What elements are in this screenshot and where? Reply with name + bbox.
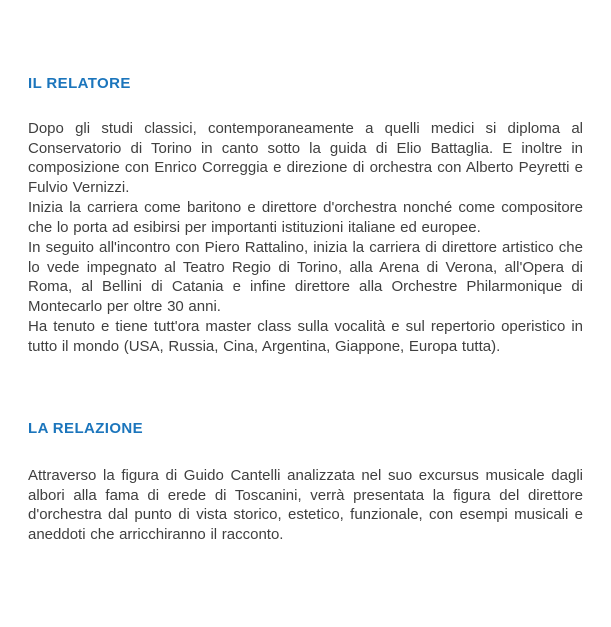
paragraph-bio-career-start: Inizia la carriera come baritono e direttore d'orchestra nonché come compositore che lo porta ad esibirsi per importanti istituzioni italiane ed europee. — [28, 199, 583, 236]
section-body-il-relatore — [28, 119, 583, 356]
paragraph-bio-masterclass: Ha tenuto e tiene tutt'ora master class sulla vocalità e sul repertorio operistico in tutto il mondo (USA, Russia, Cina, Argentina, Giappone, Europa tutta). — [28, 318, 583, 355]
section-heading-la-relazione: LA RELAZIONE — [28, 420, 144, 437]
paragraph-bio-artistic-director: In seguito all'incontro con Piero Rattalino, inizia la carriera di direttore artistico che lo vede impegnato al Teatro Regio di Torino, alla Arena di Verona, all'Opera di Roma, al Bellini di Catania e infine direttore alla Orchestre Philarmonique di Montecarlo per oltre 30 anni. — [28, 239, 583, 315]
paragraph-relazione-abstract: Attraverso la figura di Guido Cantelli analizzata nel suo excursus musicale dagli albori alla fama di erede di Toscanini, verrà presentata la figura del direttore d'orchestra dal punto di vista storico, estetico, funzionale, con esempi musicali e aneddoti che arricchiranno il racconto. — [28, 467, 583, 543]
section-la-relazione — [28, 420, 583, 544]
section-heading-il-relatore: IL RELATORE — [28, 75, 131, 92]
paragraph-bio-studies: Dopo gli studi classici, contemporaneamente a quelli medici si diploma al Conservatorio di Torino in canto sotto la guida di Elio Battaglia. E inoltre in composizione con Enrico Correggia e direzione di orchestra con Alberto Peyretti e Fulvio Vernizzi. — [28, 120, 583, 196]
section-il-relatore — [28, 75, 583, 356]
section-body-la-relazione — [28, 466, 583, 544]
